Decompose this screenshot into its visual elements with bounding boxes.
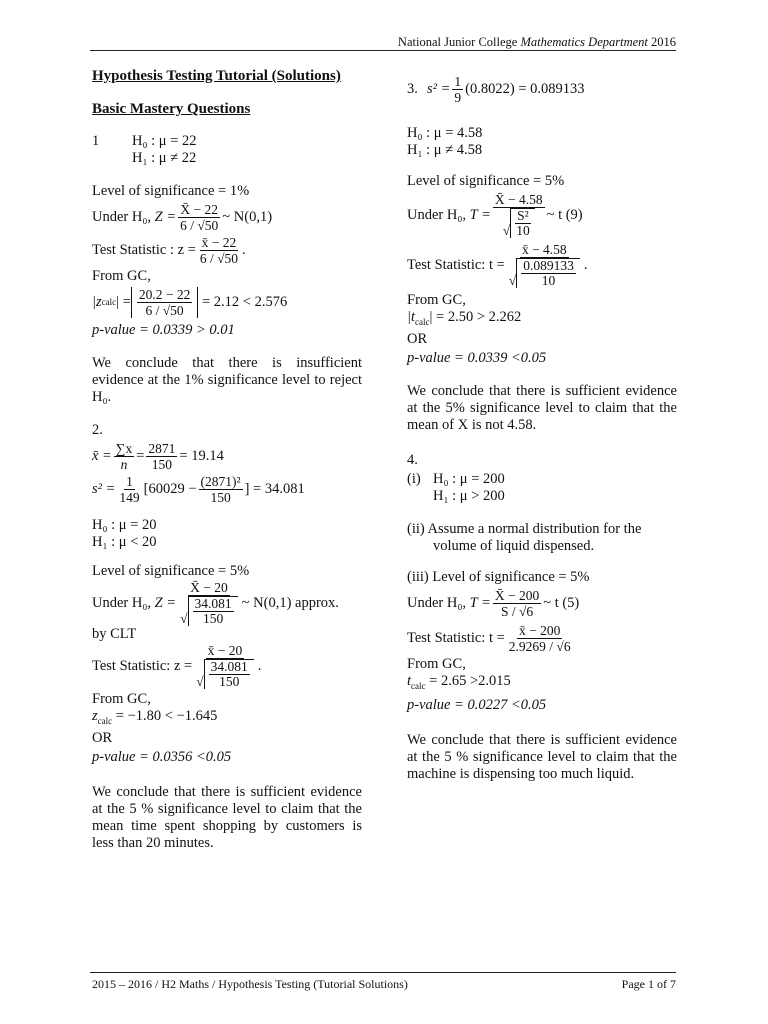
q3-s2-tail: (0.8022) = 0.089133 <box>465 81 585 97</box>
header-institution: National Junior College <box>397 35 521 49</box>
q2-conclusion: We conclude that there is sufficient evidence at the 5 % significance level to claim that the mean time spent shopping by customers is less than 20 minutes. <box>92 783 362 851</box>
q3-ts-num: x̄ − 4.58 <box>521 242 567 257</box>
q2-xbar-num: ∑x <box>115 441 133 456</box>
q1-z-calc: |z calc | = $\frac{20.2 - 22}{6 / √50}$ = 2.12 < 2.576 <box>92 287 288 318</box>
q3-s2-den: 9 <box>454 90 462 105</box>
q2-zc-sub: calc <box>97 715 113 726</box>
q4-t-tail: ~ t (5) <box>543 594 580 611</box>
q2-zc-tail: = −1.80 < −1.645 <box>112 708 218 724</box>
q4-tc: t <box>407 672 412 689</box>
q3-ts-rnum: 0.089133 <box>523 258 574 273</box>
q1-ts-label: Test Statistic : z = <box>92 242 196 258</box>
q1-los: Level of significance = 1% <box>92 183 250 199</box>
q2-ts-rnum: 34.081 <box>210 659 248 674</box>
q3-los: Level of significance = 5% <box>407 173 565 189</box>
q2-ts-num: x̄ − 20 <box>207 643 243 658</box>
q4-ts-num: x̄ − 200 <box>519 622 561 638</box>
q3-tc: |t <box>407 309 416 325</box>
q1-zc-den: 6 / √50 <box>145 303 184 318</box>
q2-ts-rden: 150 <box>219 674 240 689</box>
q2-from-gc: From GC, <box>92 691 151 707</box>
q4-number: 4. <box>407 451 418 468</box>
q4-from-gc: From GC, <box>407 655 466 672</box>
q3-h0: H₀ : μ = 4.58 <box>407 125 483 141</box>
q2-s2-mid: [60029 − <box>143 481 197 497</box>
q2-sample-mean: x̄ = $\frac{\sum x}{n}$ = $\frac{2871}{150}$ = 19.14 <box>92 441 224 472</box>
q2-z-rden: 150 <box>202 611 224 626</box>
q3-t-tail: ~ t (9) <box>546 206 583 223</box>
q3-s2-lhs: s² = <box>427 81 451 97</box>
q4-h1: H₁ : μ > 200 <box>433 487 505 504</box>
q3-pvalue: p-value = 0.0339 <0.05 <box>407 349 547 366</box>
q4-part-ii: (ii) Assume a normal distribution for the volume of liquid dispensed. <box>407 520 642 554</box>
q3-h1: H₁ : μ ≠ 4.58 <box>407 142 483 158</box>
q2-sample-variance <box>92 474 362 505</box>
q4-distribution <box>407 588 677 619</box>
q1-zc-sub: calc <box>101 297 117 307</box>
q3-t-rnum: S² <box>517 208 529 223</box>
section-title: Basic Mastery Questions <box>92 101 251 117</box>
q2-xbar-val: = 19.14 <box>179 448 224 464</box>
q1-pvalue: p-value = 0.0339 > 0.01 <box>92 322 235 338</box>
q1-test-statistic: Test Statistic : z = $\frac{x̄ - 22}{6 / √50}$ . <box>92 235 246 266</box>
q1-ts-num: x̄ − 22 <box>201 235 237 250</box>
q4-t-calc <box>407 673 677 695</box>
q1-zc-lhs: |z <box>92 294 102 310</box>
q4-ts-den: 2.9269 / √6 <box>508 638 571 654</box>
q2-s2-fden: 150 <box>210 490 231 505</box>
q3-t-calc <box>407 309 677 331</box>
q2-xbar-lhs: x̄ = <box>92 448 112 464</box>
q4-pvalue: p-value = 0.0227 <0.05 <box>407 696 547 713</box>
q4-t-den: S / √6 <box>500 603 534 619</box>
q4-part-iii: (iii) Level of significance = 5% <box>407 568 590 585</box>
q2-under: Under H₀, <box>92 594 152 611</box>
q1-z-den: 6 / √50 <box>180 218 219 233</box>
q2-z-lhs: Z = <box>154 594 177 611</box>
q1-number: 1 <box>92 133 100 149</box>
q3-number: 3. <box>407 81 418 97</box>
q3-s2-num: 1 <box>454 74 462 89</box>
q3-ts-label: Test Statistic: t = <box>407 256 505 273</box>
q2-z-rnum: 34.081 <box>194 596 232 611</box>
q4-tc-sub: calc <box>411 680 426 691</box>
q2-pvalue: p-value = 0.0356 <0.05 <box>92 748 232 765</box>
q1-z-tail: ~ N(0,1) <box>222 209 273 225</box>
footer-left: 2015 – 2016 / H2 Maths / Hypothesis Testing (Tutorial Solutions) <box>92 977 408 991</box>
q2-s2-tail: ] = 34.081 <box>244 481 305 497</box>
q2-clt: by CLT <box>92 626 137 642</box>
q1-zc-tail: = 2.12 < 2.576 <box>201 294 288 310</box>
header-dept: Mathematics Department <box>520 35 648 49</box>
q4-t-num: X̄ − 200 <box>494 587 540 603</box>
q2-h1: H₁ : μ < 20 <box>92 534 157 550</box>
q2-xbar-den2: 150 <box>151 457 173 472</box>
q1-z-lhs: Z = <box>154 209 177 225</box>
q2-s2-den: 149 <box>119 490 140 505</box>
q3-from-gc: From GC, <box>407 292 466 308</box>
q3-t-rden: 10 <box>516 223 530 238</box>
q2-xbar-num2: 2871 <box>148 441 176 456</box>
q3-test-statistic: Test Statistic: t = x̄ − 4.58 √ 0.089133 10 . <box>407 242 588 288</box>
header-year: 2016 <box>647 35 676 49</box>
q2-z-tail: ~ N(0,1) approx. <box>241 594 339 611</box>
q3-sample-variance <box>407 74 677 105</box>
q3-under: Under H₀, <box>407 206 467 223</box>
q2-number: 2. <box>92 422 103 438</box>
q3-conclusion: We conclude that there is sufficient evidence at the 5% significance level to claim that the mean of X is not 4.58. <box>407 382 677 433</box>
q4-ts-label: Test Statistic: t = <box>407 629 505 646</box>
q3-tc-tail: | = 2.50 > 2.262 <box>429 309 522 325</box>
q2-h0: H₀ : μ = 20 <box>92 517 157 533</box>
q2-z-calc <box>92 708 362 730</box>
q4-h0: H₀ : μ = 200 <box>433 470 505 487</box>
q1-ts-den: 6 / √50 <box>199 251 238 266</box>
q2-z-num: X̄ − 20 <box>190 580 228 595</box>
q1-under: Under H₀, <box>92 209 152 225</box>
q4-under: Under H₀, <box>407 594 467 611</box>
q4-conclusion: We conclude that there is sufficient evidence at the 5 % significance level to claim that the machine is dispensing too much liquid. <box>407 731 677 782</box>
q4-tc-tail: = 2.65 >2.015 <box>425 672 511 689</box>
q1-from-gc: From GC, <box>92 268 151 284</box>
q1-z-num: X̄ − 22 <box>180 202 219 217</box>
q1-h0: H₀ : μ = 22 <box>132 133 197 149</box>
q2-los: Level of significance = 5% <box>92 563 250 579</box>
q2-s2-fnum: (2871)² <box>200 474 241 489</box>
q4-hypotheses <box>407 471 677 505</box>
q1-hypotheses <box>92 133 362 167</box>
q2-s2-lhs: s² = <box>92 481 116 497</box>
q4-test-statistic <box>407 623 677 654</box>
page-header <box>90 34 676 51</box>
q2-or: OR <box>92 729 113 746</box>
page-number: Page 1 of 7 <box>621 977 676 991</box>
q2-distribution: Under H₀, Z = X̄ − 20 √ 34.081 150 ~ N(0,1) approx. <box>92 580 339 626</box>
q3-ts-rden: 10 <box>541 273 556 288</box>
left-column <box>92 68 362 852</box>
q2-xbar-den: n <box>120 457 128 472</box>
q4-i-label: (i) <box>407 470 421 487</box>
document-title: Hypothesis Testing Tutorial (Solutions) <box>92 68 341 84</box>
q2-test-statistic: Test Statistic: z = x̄ − 20 √ 34.081 150 . <box>92 643 262 689</box>
q4-t-lhs: T = <box>469 594 491 611</box>
q1-h1: H₁ : μ ≠ 22 <box>132 150 197 166</box>
page-footer <box>92 976 676 993</box>
q2-s2-num: 1 <box>126 474 133 489</box>
right-column <box>407 68 677 783</box>
header-rule <box>90 50 676 51</box>
footer-rule <box>90 972 676 973</box>
q2-ts-label: Test Statistic: z = <box>92 657 193 674</box>
q1-conclusion: We conclude that there is insufficient evidence at the 1% significance level to reject H₀. <box>92 355 362 405</box>
q3-tc-sub: calc <box>415 316 430 327</box>
q1-zc-num: 20.2 − 22 <box>138 287 191 302</box>
q2-zc: z <box>92 708 98 724</box>
q3-t-num: X̄ − 4.58 <box>494 192 543 207</box>
q3-or: OR <box>407 330 428 347</box>
q1-distribution <box>92 202 362 233</box>
q3-distribution: Under H₀, T = X̄ − 4.58 √ S² 10 ~ t (9) <box>407 192 583 238</box>
q3-t-lhs: T = <box>469 206 491 223</box>
